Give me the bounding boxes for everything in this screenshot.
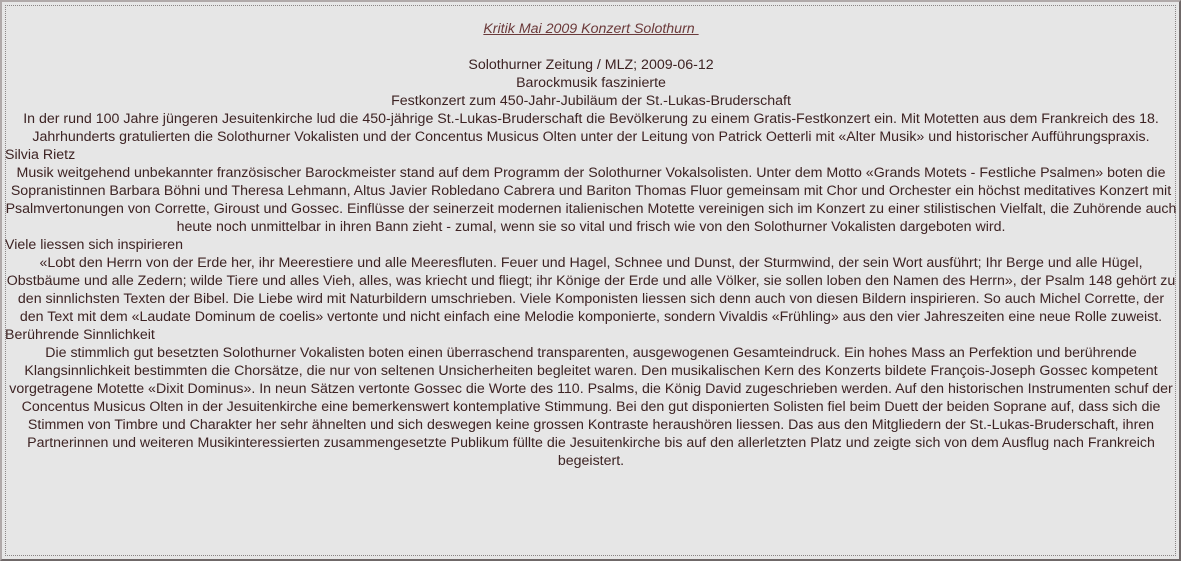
article-content xyxy=(5,20,1177,470)
article-paragraph-3: Die stimmlich gut besetzten Solothurner Vokalisten boten einen überraschend transparenten, ausgewogenen Gesamteindruck. Ein hohes Mass an Perfektion und berührende Klangsinnlichkeit bestimmten die Chorsätze, die nur von seltenen Unsicherheiten begleitet waren. Den musikalischen Kern des Konzerts bildete François-Joseph Gossec kompetent vorgetragene Motette «Dixit Dominus». In neun Sätzen vertonte Gossec die Worte des 110. Psalms, die König David zugeschrieben werden. Auf den historischen Instrumenten schuf der Concentus Musicus Olten in der Jesuitenkirche eine bemerkenswert kontemplative Stimmung. Bei den gut disponierten Solisten fiel beim Duett der beiden Soprane auf, dass sich die Stimmen von Timbre und Charakter her sehr ähnelten und sich deswegen keine grossen Kontraste heraushören liessen. Das aus den Mitgliedern der St.-Lukas-Bruderschaft, ihren Partnerinnen und weiteren Musikinteressierten zusammengesetzte Publikum füllte die Jesuitenkirche bis auf den allerletzten Platz und zeigte sich von dem Ausflug nach Frankreich begeistert. xyxy=(9,345,1173,469)
article-title: Kritik Mai 2009 Konzert Solothurn xyxy=(483,21,699,37)
article-paragraph-2: «Lobt den Herrn von der Erde her, ihr Meerestiere und alle Meeresfluten. Feuer und Hagel, Schnee und Dunst, der Sturmwind, der sein Wort ausführt; Ihr Berge und alle Hügel, Obstbäume und alle Zedern; wilde Tiere und alles Vieh, alles, was kriecht und fliegt; ihr Könige der Erde und alle Völker, sie sollen loben den Namen des Herrn», der Psalm 148 gehört zu den sinnlichsten Texten der Bibel. Die Liebe wird mit Naturbildern umschrieben. Viele Komponisten liessen sich denn auch von diesen Bildern inspirieren. So auch Michel Corrette, der den Text mit dem «Laudate Dominum de coelis» vertonte und nicht einfach eine Melodie komponierte, sondern Vivaldis «Frühling» aus den vier Jahreszeiten eine neue Rolle zuweist. xyxy=(6,255,1176,325)
article-author: Silvia Rietz xyxy=(5,147,76,163)
article-paragraph-1: Musik weitgehend unbekannter französischer Barockmeister stand auf dem Programm der Solothurner Vokalsolisten. Unter dem Motto «Grands Motets - Festliche Psalmen» boten die Sopranistinnen Barbara Böhni und Theresa Lehmann, Altus Javier Robledano Cabrera und Bariton Thomas Fluor gemeinsam mit Chor und Orchester ein höchst meditatives Konzert mit Psalmvertonungen von Corrette, Giroust und Gossec. Einflüsse der seinerzeit modernen italienischen Motette vereinigen sich im Konzert zu einer stilistischen Vielfalt, die Zuhörende auch heute noch unmittelbar in ihren Bann zieht - zumal, wenn sie so vital und frisch wie von den Solothurner Vokalisten dargeboten wird. xyxy=(5,165,1177,235)
section-heading-1: Viele liessen sich inspirieren xyxy=(5,237,183,253)
article-subheadline: Festkonzert zum 450-Jahr-Jubiläum der St.-Lukas-Bruderschaft xyxy=(391,93,791,109)
article-headline: Barockmusik faszinierte xyxy=(516,75,666,91)
article-source: Solothurner Zeitung / MLZ; 2009-06-12 xyxy=(468,57,714,73)
article-lead: In der rund 100 Jahre jüngeren Jesuitenkirche lud die 450-jährige St.-Lukas-Bruderschaft die Bevölkerung zu einem Gratis-Festkonzert ein. Mit Motetten aus dem Frankreich des 18. Jahrhunderts gratulierten die Solothurner Vokalisten und der Concentus Musicus Olten unter der Leitung von Patrick Oetterli mit «Alter Musik» und historischer Aufführungspraxis. xyxy=(23,111,1159,145)
spacer xyxy=(5,38,1177,56)
section-heading-2: Berührende Sinnlichkeit xyxy=(5,327,155,343)
